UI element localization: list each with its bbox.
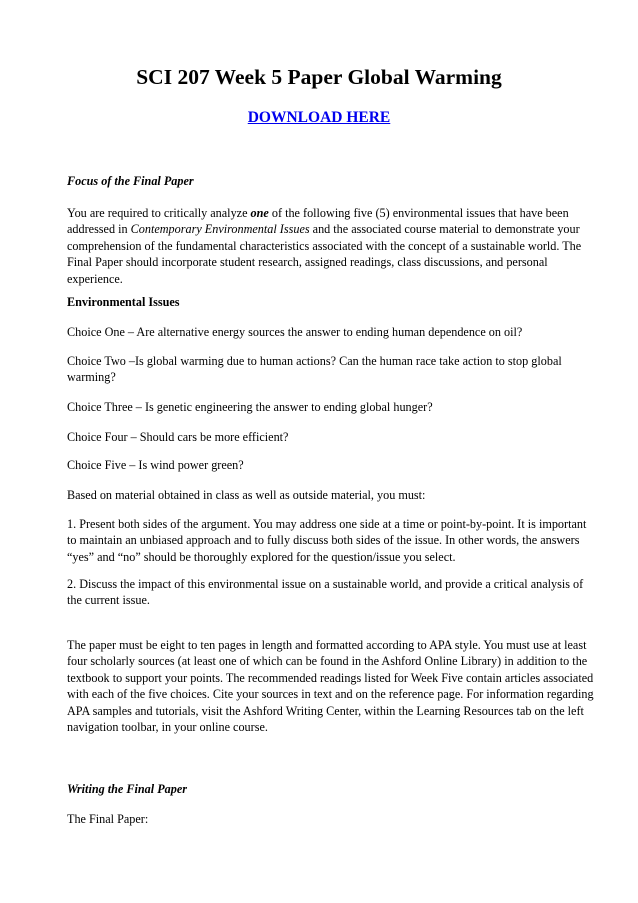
choice-four: Choice Four – Should cars be more efficient? bbox=[67, 430, 289, 444]
writing-heading: Writing the Final Paper bbox=[67, 782, 187, 796]
environmental-issues-heading: Environmental Issues bbox=[67, 295, 180, 309]
point-one: 1. Present both sides of the argument. You may address one side at a time or point-by-point. It is important to maintain an unbiased approach and to fully discuss both sides of the issue. In other words, the answers “yes” and “no” should be thoroughly explored for the question/issue you select. bbox=[67, 517, 587, 564]
final-paper-label: The Final Paper: bbox=[67, 812, 149, 826]
choice-five: Choice Five – Is wind power green? bbox=[67, 458, 244, 472]
based-on-text: Based on material obtained in class as well as outside material, you must: bbox=[67, 488, 426, 502]
page-title: SCI 207 Week 5 Paper Global Warming bbox=[136, 65, 502, 89]
intro-text-3: and the associated course material to demonstrate your comprehension of the fundamental characteristics associated with the concept of a sustainable world. The Final Paper should incorporate student research, assigned readings, class discussions, and personal experience. bbox=[67, 222, 582, 286]
intro-paragraph bbox=[67, 205, 597, 287]
book-title: Contemporary Environmental Issues bbox=[130, 222, 310, 237]
requirements-paragraph: The paper must be eight to ten pages in length and formatted according to APA style. You must use at least four scholarly sources (at least one of which can be found in the Ashford Online Library) in addition to the textbook to support your points. The recommended readings listed for Week Five contain articles associated with each of the five choices. Cite your sources in text and on the reference page. For information regarding APA samples and tutorials, visit the Ashford Writing Center, within the Learning Resources tab on the left navigation toolbar, in your online course. bbox=[67, 638, 594, 735]
intro-text-2: of the following five (5) environmental issues that have been addressed in bbox=[67, 206, 569, 237]
intro-text-1: You are required to critically analyze bbox=[67, 206, 251, 220]
download-link-wrapper bbox=[0, 108, 638, 128]
choice-one: Choice One – Are alternative energy sources the answer to ending human dependence on oil? bbox=[67, 325, 523, 339]
choice-two: Choice Two –Is global warming due to human actions? Can the human race take action to stop global warming? bbox=[67, 354, 562, 385]
download-here-link[interactable]: DOWNLOAD HERE bbox=[247, 109, 391, 126]
emphasis-one: one bbox=[250, 206, 269, 220]
point-two: 2. Discuss the impact of this environmental issue on a sustainable world, and provide a critical analysis of the current issue. bbox=[67, 577, 584, 608]
choice-three: Choice Three – Is genetic engineering the answer to ending global hunger? bbox=[67, 400, 433, 414]
focus-heading: Focus of the Final Paper bbox=[67, 174, 194, 188]
